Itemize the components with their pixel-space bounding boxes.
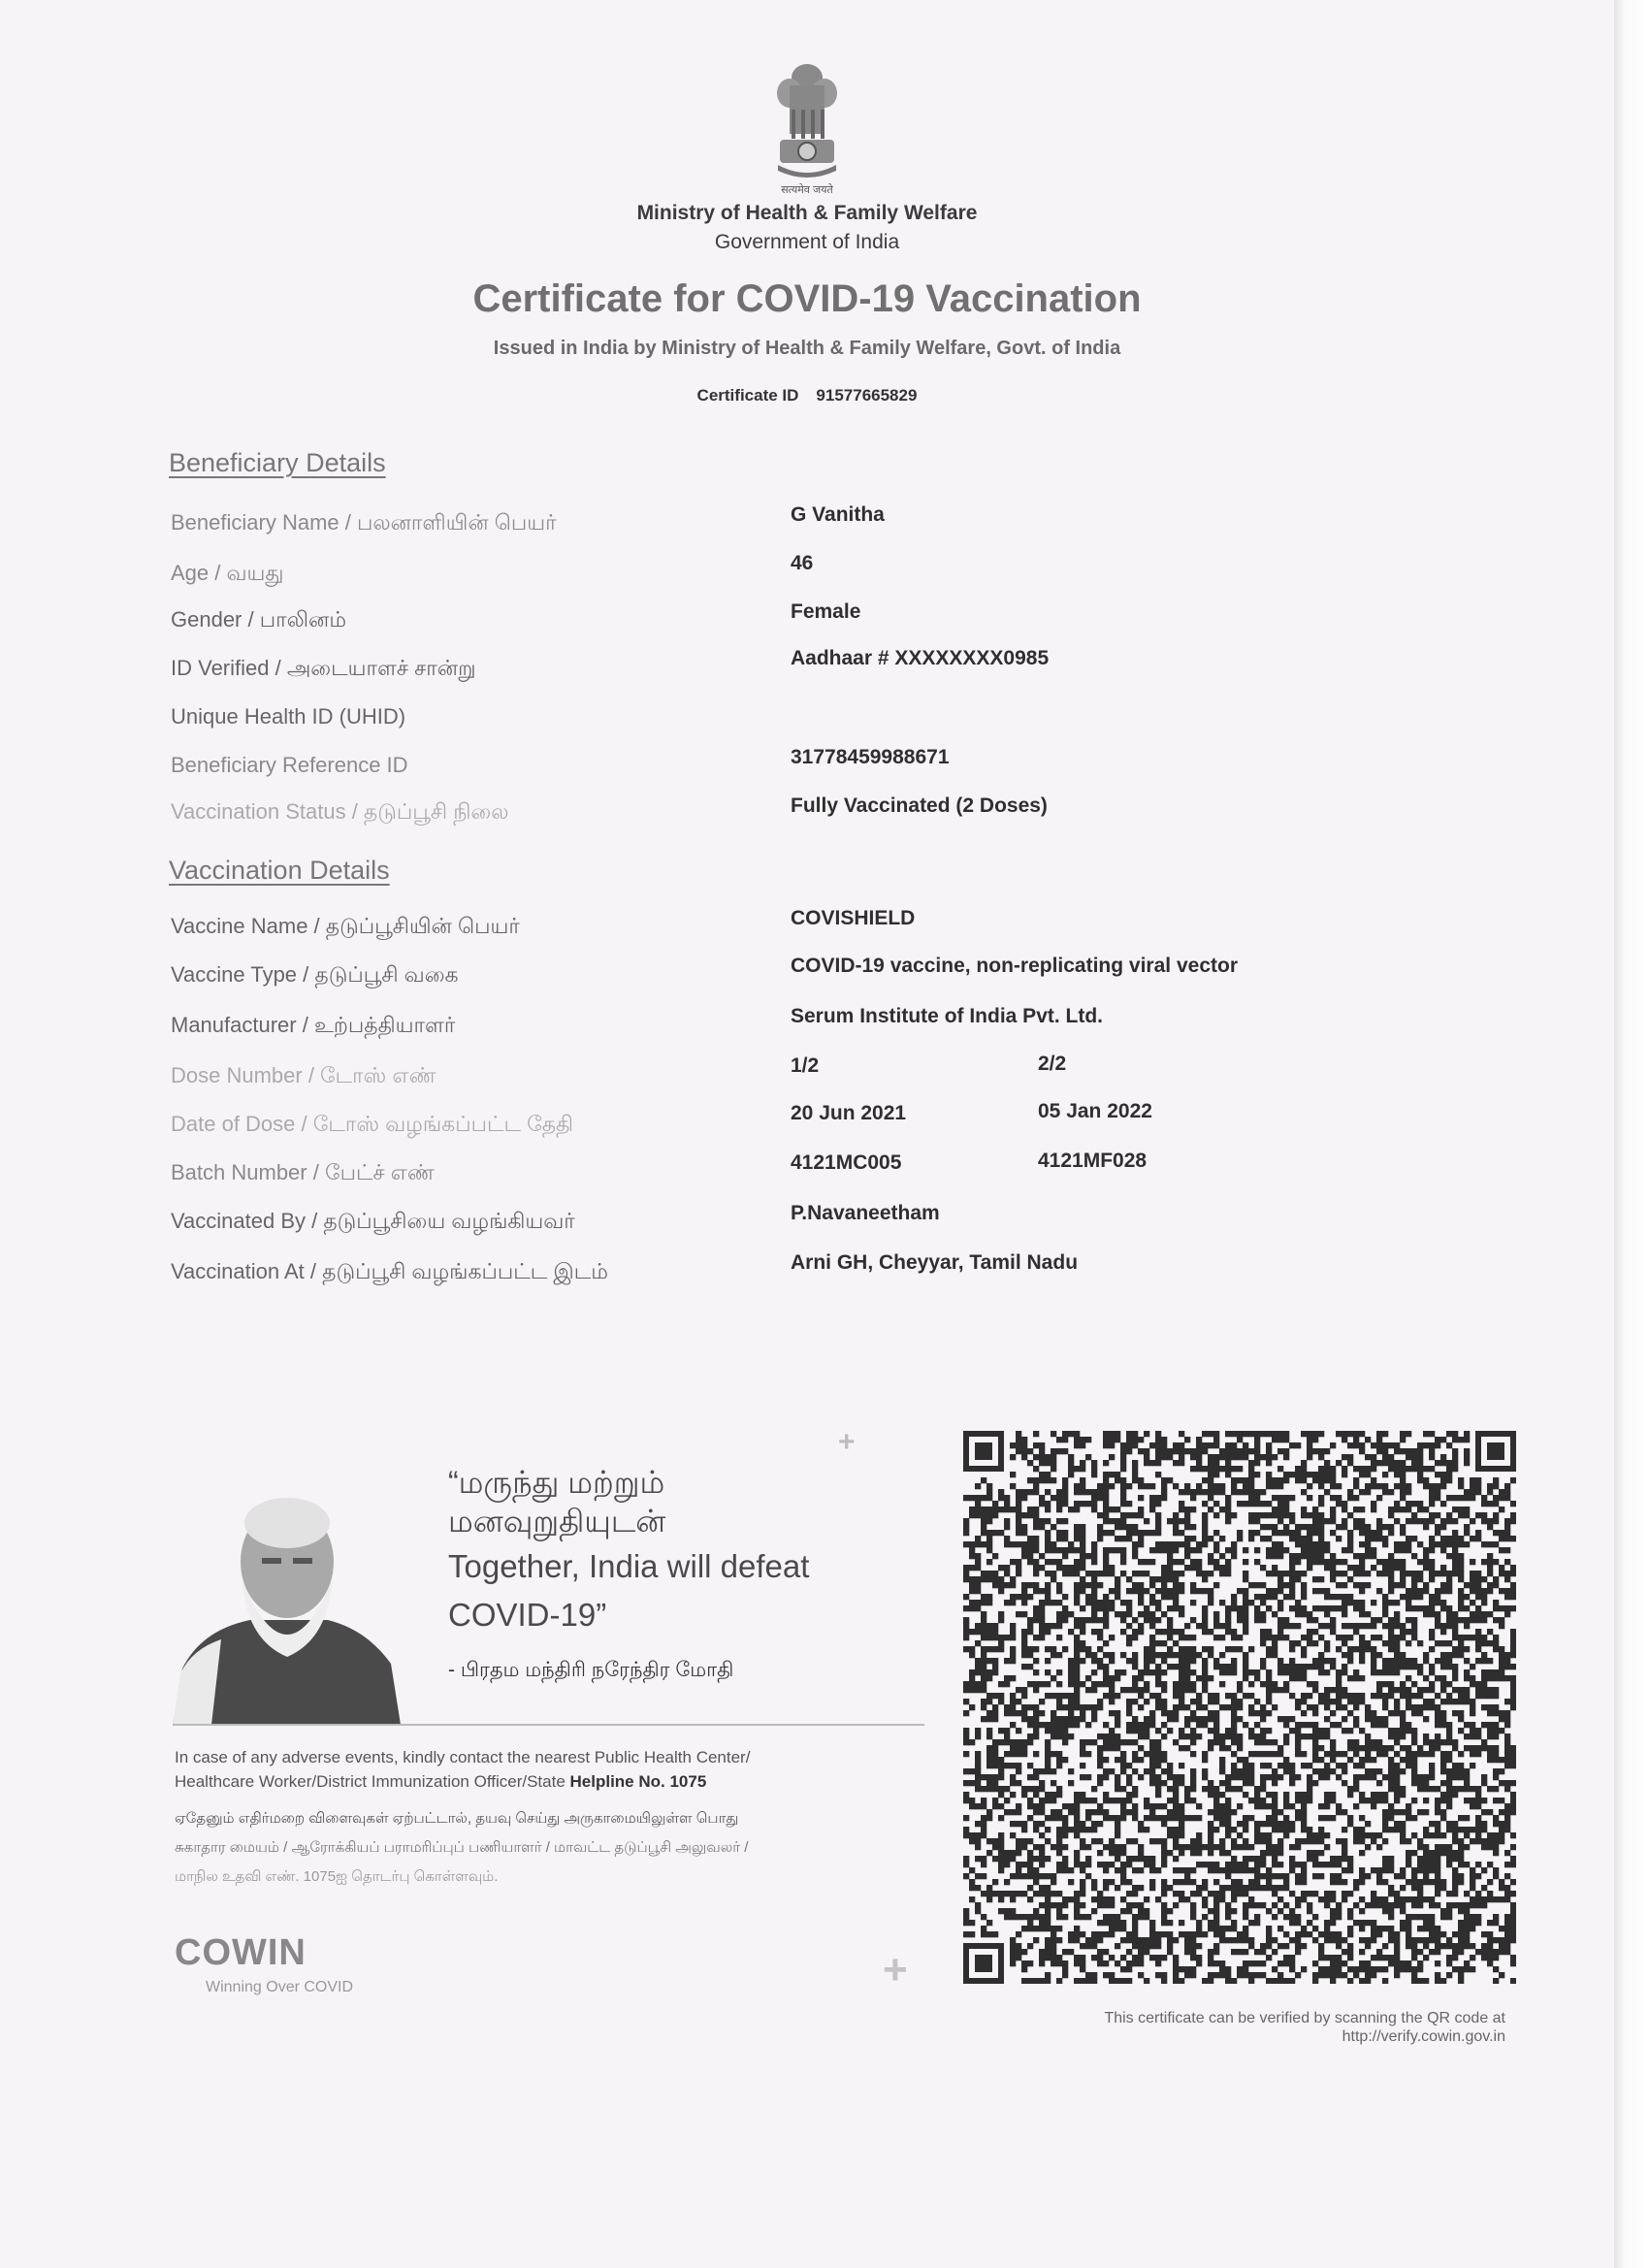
dose2-number-value: 2/2 [1038,1053,1067,1075]
date-of-dose-label: Date of Dose / டோஸ் வழங்கப்பட்ட தேதி [171,1112,574,1136]
vaccination-status-label: Vaccination Status / தடுப்பூசி நிலை [171,799,509,824]
plus-decoration-icon: + [883,1946,908,1993]
beneficiary-reference-id-label: Beneficiary Reference ID [171,753,408,777]
advisory-tamil-line1: ஏதேனும் எதிர்மறை விளைவுகள் ஏற்பட்டால், தயவு செய்து அருகாமையிலுள்ள பொது [175,1810,739,1827]
dose2-batch-value: 4121MF028 [1038,1150,1148,1172]
dose1-date-value: 20 Jun 2021 [791,1102,907,1124]
quote-attribution: - பிரதம மந்திரி நரேந்திர மோதி [448,1659,734,1681]
vaccine-name-value: COVISHIELD [791,907,916,929]
manufacturer-label: Manufacturer / உற்பத்தியாளர் [171,1013,456,1037]
lion-capital-emblem-icon [768,56,846,192]
verification-qr-code[interactable] [963,1431,1516,1984]
gender-label: Gender / பாலினம் [171,607,347,632]
dose1-batch-value: 4121MC005 [791,1151,902,1174]
qr-modules [963,1431,1516,1984]
government-name: Government of India [714,231,900,253]
ministry-name: Ministry of Health & Family Welfare [636,202,978,224]
quote-tamil-line1: “மருந்து மற்றும் [448,1465,665,1500]
cowin-logo: COWIN [175,1932,307,1973]
helpline-number: Helpline No. 1075 [569,1772,707,1791]
verify-text: This certificate can be verified by scanning the QR code at [1104,2010,1505,2026]
beneficiary-name-value: G Vanitha [791,503,885,526]
beneficiary-name-label: Beneficiary Name / பலனாளியின் பெயர் [171,510,557,535]
plus-decoration-icon: + [838,1426,856,1458]
vaccine-type-value: COVID-19 vaccine, non-replicating viral vector [791,955,1238,977]
beneficiary-reference-id-value: 31778459988671 [791,746,950,768]
qr-finder-pattern [963,1431,1004,1472]
page-edge-shadow [1614,0,1649,2268]
advisory-line2 [175,1772,706,1792]
national-emblem [768,56,846,202]
emblem-motto: सत्यमेव जयते [781,184,833,196]
issued-by-text: Issued in India by Ministry of Health & Family Welfare, Govt. of India [493,338,1121,359]
vaccinated-at-label: Vaccination At / தடுப்பூசி வழங்கப்பட்ட இடம் [171,1259,608,1283]
advisory-line1: In case of any adverse events, kindly contact the nearest Public Health Center/ [175,1748,751,1766]
dose2-date-value: 05 Jan 2022 [1038,1100,1152,1122]
manufacturer-value: Serum Institute of India Pvt. Ltd. [791,1005,1104,1027]
gender-value: Female [791,600,861,623]
vaccinated-by-label: Vaccinated By / தடுப்பூசியை வழங்கியவர் [171,1209,575,1233]
certificate-title: Certificate for COVID-19 Vaccination [472,277,1142,320]
vaccinated-at-value: Arni GH, Cheyyar, Tamil Nadu [791,1251,1079,1274]
quote-english-line1: Together, India will defeat [448,1548,810,1584]
prime-minister-photo [173,1494,401,1725]
cowin-tagline: Winning Over COVID [206,1979,354,1995]
certificate-id [0,386,1614,405]
advisory-tamil-line2: சுகாதார மையம் / ஆரோக்கியப் பராமரிப்புப் பணியாளர் / மாவட்ட தடுப்பூசி அலுவலர் / [175,1839,749,1856]
vaccination-status-value: Fully Vaccinated (2 Doses) [791,794,1048,817]
id-verified-label: ID Verified / அடையாளச் சான்று [171,656,476,680]
id-verified-value: Aadhaar # XXXXXXXX0985 [791,647,1050,669]
beneficiary-details-heading: Beneficiary Details [169,448,386,477]
dose-number-label: Dose Number / டோஸ் எண் [171,1063,436,1087]
certificate-id-value: 91577665829 [816,386,918,405]
vaccination-details-heading: Vaccination Details [169,856,390,885]
vaccine-name-label: Vaccine Name / தடுப்பூசியின் பெயர் [171,914,520,938]
vaccinated-by-value: P.Navaneetham [791,1202,940,1224]
uhid-label: Unique Health ID (UHID) [171,704,406,729]
quote-tamil-line2: மனவுறுதியுடன் [448,1504,666,1539]
vaccine-type-label: Vaccine Type / தடுப்பூசி வகை [171,962,459,987]
certificate-id-label: Certificate ID [696,386,799,405]
divider [173,1724,924,1726]
qr-finder-pattern [1475,1431,1516,1472]
advisory-tamil-line3: மாநில உதவி எண். 1075ஐ தொடர்பு கொள்ளவும். [175,1868,499,1885]
age-value: 46 [791,552,814,574]
advisory-line2-text: Healthcare Worker/District Immunization Officer/State [175,1772,570,1791]
quote-english-line2: COVID-19” [448,1597,607,1633]
qr-finder-pattern [963,1943,1004,1984]
batch-number-label: Batch Number / பேட்ச் எண் [171,1160,435,1184]
age-label: Age / வயது [171,561,284,585]
verify-url-link[interactable]: http://verify.cowin.gov.in [1342,2028,1505,2045]
dose1-number-value: 1/2 [791,1054,820,1077]
